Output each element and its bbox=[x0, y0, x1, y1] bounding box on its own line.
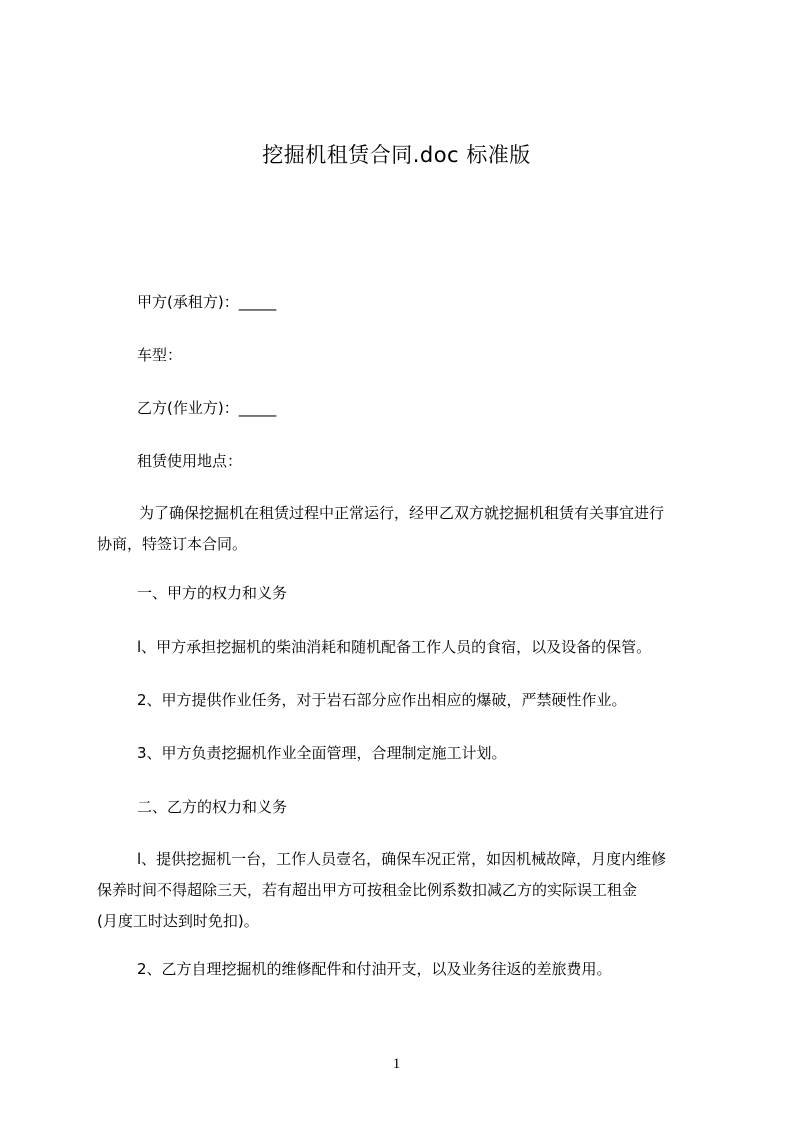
intro-line: 协商，特签订本合同。 bbox=[97, 535, 248, 553]
section-a-heading: 一、甲方的权力和义务 bbox=[137, 584, 288, 602]
page-number: 1 bbox=[392, 1056, 401, 1072]
section-a-item-3: 3、甲方负责挖掘机作业全面管理，合理制定施工计划。 bbox=[137, 744, 507, 762]
document-title: 挖掘机租赁合同.doc 标准版 bbox=[262, 143, 531, 167]
intro-line: 为了确保挖掘机在租赁过程中正常运行，经甲乙双方就挖掘机租赁有关事宜进行 bbox=[139, 504, 665, 522]
section-b-heading: 二、乙方的权力和义务 bbox=[137, 798, 288, 816]
vehicle-type-field: 车型： bbox=[137, 346, 183, 364]
intro-paragraph bbox=[97, 498, 717, 560]
section-b-item-1-line: l、提供挖掘机一台，工作人员壹名，确保车况正常，如因机械故障，月度内维修 bbox=[137, 850, 667, 868]
party-b-field: 乙方(作业方)：_____ bbox=[137, 399, 277, 417]
section-a-item-2: 2、甲方提供作业任务，对于岩石部分应作出相应的爆破，严禁硬性作业。 bbox=[137, 691, 627, 709]
section-b-item-2: 2、乙方自理挖掘机的维修配件和付油开支，以及业务往返的差旅费用。 bbox=[137, 960, 612, 978]
party-a-field: 甲方(承租方)：_____ bbox=[137, 293, 277, 311]
section-b-item-1 bbox=[97, 844, 717, 937]
location-field: 租赁使用地点： bbox=[137, 452, 243, 470]
section-a-item-1: l、甲方承担挖掘机的柴油消耗和随机配备工作人员的食宿，以及设备的保管。 bbox=[137, 638, 652, 656]
section-b-item-1-line: 保养时间不得超除三天，若有超出甲方可按租金比例系数扣减乙方的实际误工租金 bbox=[97, 881, 638, 899]
section-b-item-1-line: (月度工时达到时免扣)。 bbox=[97, 912, 259, 930]
